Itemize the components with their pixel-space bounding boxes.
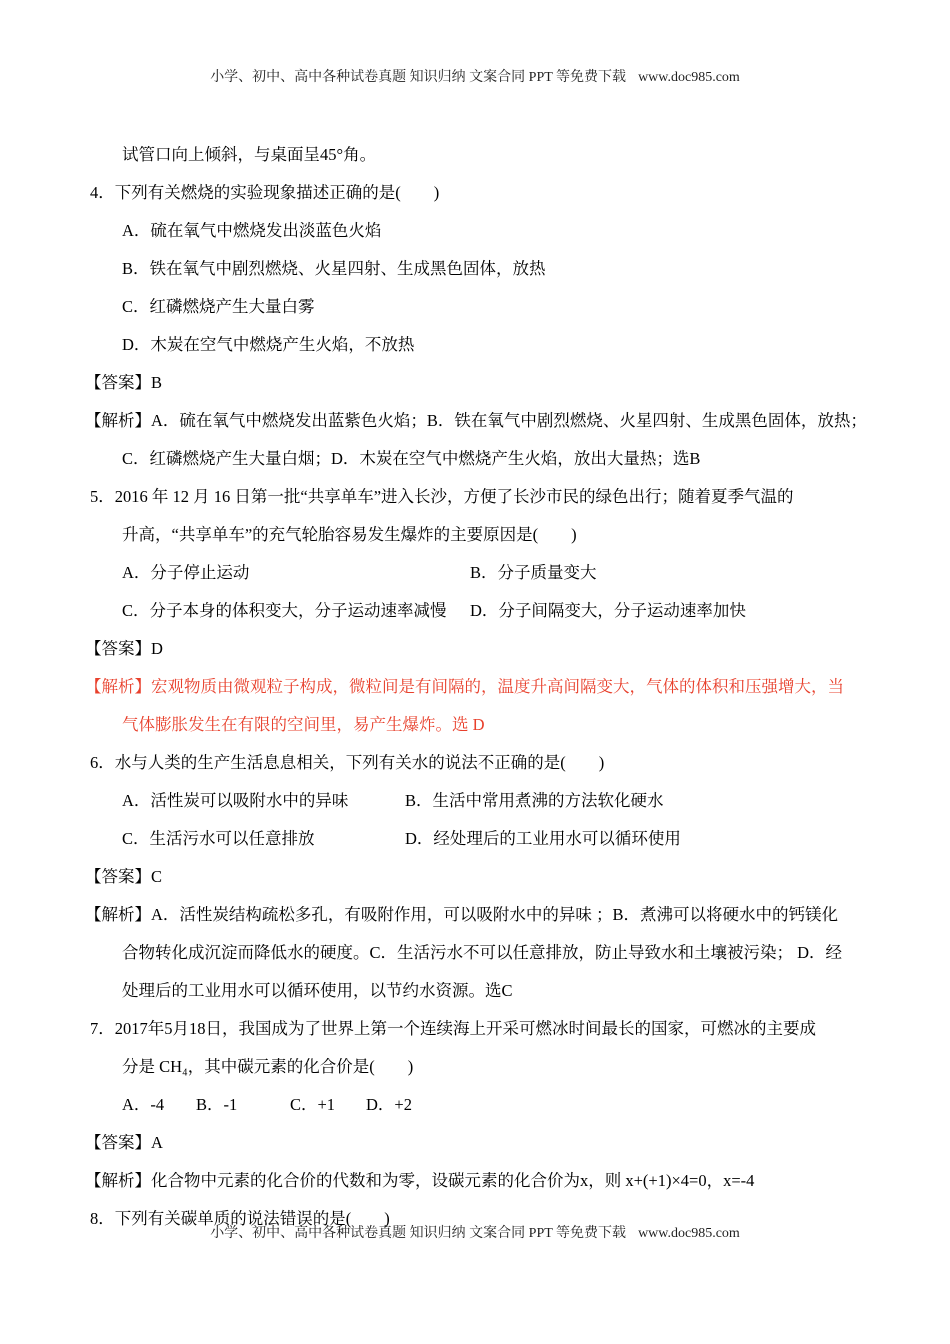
option-row [0, 1086, 950, 1124]
analysis-line-highlighted: 【解析】宏观物质由微观粒子构成，微粒间是有间隔的，温度升高间隔变大，气体的体积和压强增大，当 [85, 677, 844, 696]
page-header [0, 66, 950, 86]
answer-line: 【答案】D [85, 639, 163, 658]
question-6 [0, 744, 950, 1010]
option-b: B．-1 [196, 1095, 238, 1114]
option-a: A．分子停止运动 [122, 563, 250, 582]
question-stem: 6．水与人类的生产生活息息相关，下列有关水的说法不正确的是( ) [90, 753, 605, 772]
option-d: D．+2 [366, 1095, 412, 1114]
footer-url: www.doc985.com [638, 1226, 740, 1241]
header-url: www.doc985.com [638, 70, 740, 85]
answer-line: 【答案】A [85, 1133, 163, 1152]
option-d: D．分子间隔变大，分子运动速率加快 [470, 601, 746, 620]
analysis-line: 【解析】A．活性炭结构疏松多孔，有吸附作用，可以吸附水中的异味 ；B．煮沸可以将硬水中的钙镁化 [85, 905, 839, 924]
question-stem: 8．下列有关碳单质的说法错误的是( ) [90, 1209, 390, 1228]
option-c: C．分子本身的体积变大，分子运动速率减慢 [122, 601, 447, 620]
question-stem: 4．下列有关燃烧的实验现象描述正确的是( ) [90, 183, 440, 202]
analysis-line: C．红磷燃烧产生大量白烟；D．木炭在空气中燃烧产生火焰，放出大量热；选B [122, 449, 701, 468]
option-row [0, 782, 950, 820]
option-a: A．-4 [122, 1095, 165, 1114]
option-row [0, 554, 950, 592]
option-d: D．木炭在空气中燃烧产生火焰，不放热 [122, 335, 415, 354]
question-stem: 7．2017年5月18日，我国成为了世界上第一个连续海上开采可燃冰时间最长的国家，可燃冰的主要成 [90, 1019, 816, 1038]
carryover-line: 试管口向上倾斜，与桌面呈45°角。 [122, 145, 377, 164]
option-row [0, 592, 950, 630]
question-4 [0, 174, 950, 478]
exam-body [0, 136, 950, 1238]
option-b: B．铁在氧气中剧烈燃烧、火星四射、生成黑色固体，放热 [122, 259, 546, 278]
option-d: D．经处理后的工业用水可以循环使用 [405, 829, 681, 848]
option-a: A．硫在氧气中燃烧发出淡蓝色火焰 [122, 221, 382, 240]
question-stem-continued: 分是 CH₄，其中碳元素的化合价是( ) [122, 1057, 414, 1076]
analysis-line-highlighted: 气体膨胀发生在有限的空间里，易产生爆炸。选 D [122, 715, 485, 734]
option-b: B．生活中常用煮沸的方法软化硬水 [405, 791, 664, 810]
analysis-line: 【解析】A．硫在氧气中燃烧发出蓝紫色火焰；B．铁在氧气中剧烈燃烧、火星四射、生成黑色固体，放热； [85, 411, 867, 430]
page-footer [0, 1222, 950, 1242]
option-c: C．生活污水可以任意排放 [122, 829, 315, 848]
option-b: B．分子质量变大 [470, 563, 597, 582]
question-stem: 5．2016 年 12 月 16 日第一批“共享单车”进入长沙，方便了长沙市民的绿色出行；随着夏季气温的 [90, 487, 794, 506]
option-c: C．红磷燃烧产生大量白雾 [122, 297, 315, 316]
footer-text: 小学、初中、高中各种试卷真题 知识归纳 文案合同 PPT 等免费下载 [210, 1226, 627, 1241]
analysis-line: 【解析】化合物中元素的化合价的代数和为零，设碳元素的化合价为x，则 x+(+1)×4=0，x=-4 [85, 1171, 755, 1190]
option-row [0, 820, 950, 858]
option-a: A．活性炭可以吸附水中的异味 [122, 791, 349, 810]
analysis-line: 处理后的工业用水可以循环使用，以节约水资源。选C [122, 981, 513, 1000]
answer-line: 【答案】C [85, 867, 163, 886]
question-stem-continued: 升高，“共享单车”的充气轮胎容易发生爆炸的主要原因是( ) [122, 525, 577, 544]
question-7 [0, 1010, 950, 1200]
answer-line: 【答案】B [85, 373, 163, 392]
analysis-line: 合物转化成沉淀而降低水的硬度。C．生活污水不可以任意排放，防止导致水和土壤被污染； D．经 [122, 943, 843, 962]
question-5 [0, 478, 950, 744]
header-text: 小学、初中、高中各种试卷真题 知识归纳 文案合同 PPT 等免费下载 [210, 70, 627, 85]
option-c: C．+1 [290, 1095, 336, 1114]
